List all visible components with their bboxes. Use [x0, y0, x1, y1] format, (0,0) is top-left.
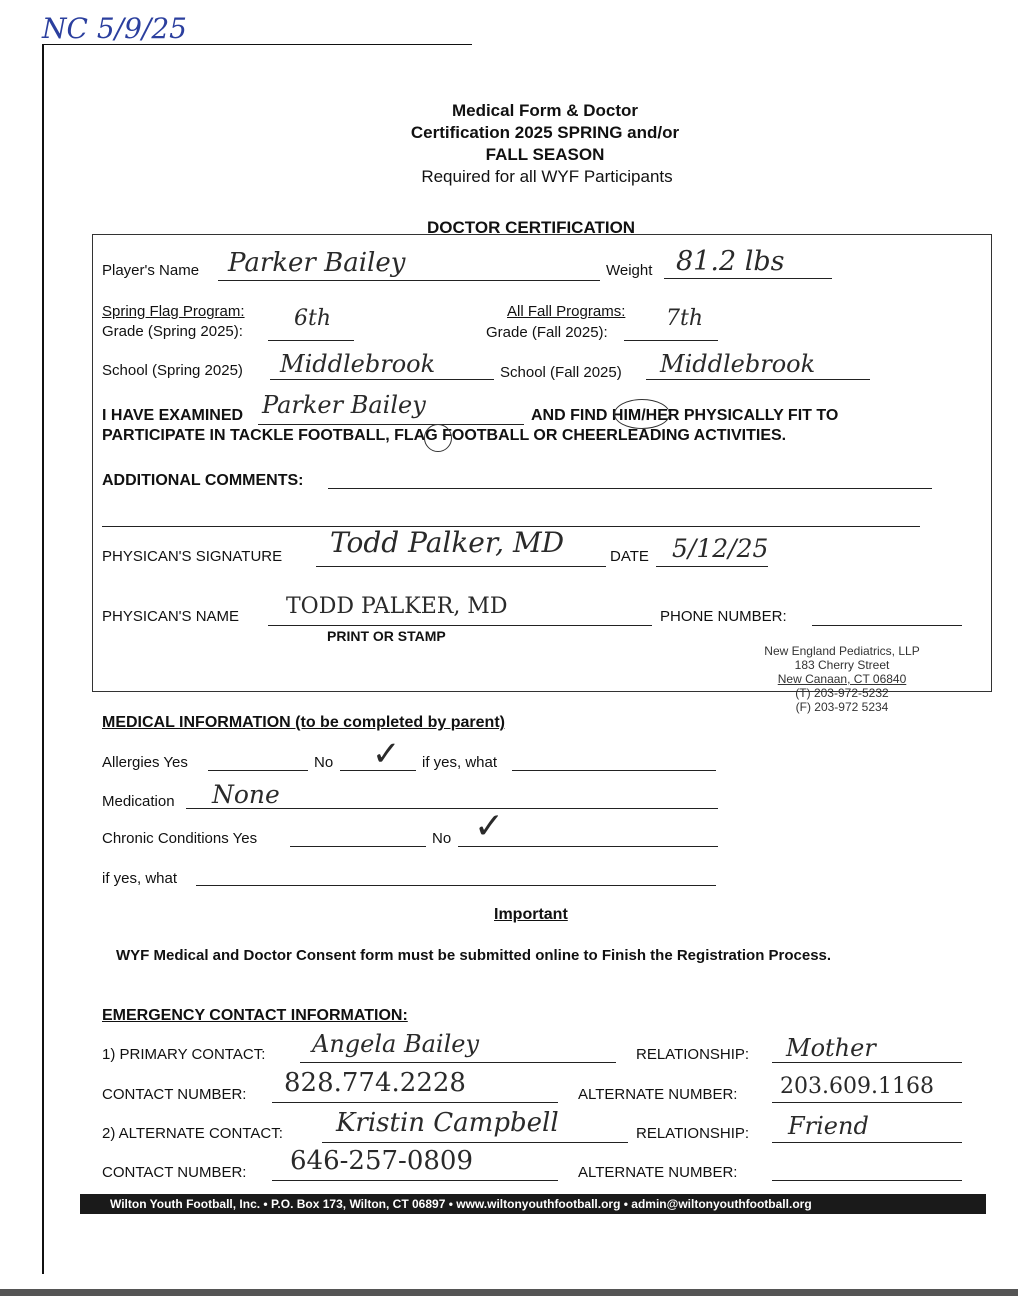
physician-name-value[interactable]: TODD PALKER, MD [286, 594, 508, 619]
footer-text: Wilton Youth Football, Inc. • P.O. Box 173, Wilton, CT 06897 • www.wiltonyouthfootball.org • admin@wiltonyouthfootball.org [110, 1197, 812, 1211]
important-heading: Important [494, 906, 568, 923]
spring-grade-label: Grade (Spring 2025): [102, 323, 243, 340]
spring-grade-line [268, 340, 354, 341]
school-spring-line [270, 379, 494, 380]
school-fall-line [646, 379, 870, 380]
weight-value[interactable]: 81.2 lbs [676, 246, 785, 277]
school-spring-value[interactable]: Middlebrook [280, 350, 436, 378]
examined-label: I HAVE EXAMINED [102, 407, 244, 424]
chronic-no-label: No [432, 830, 452, 847]
date-line [656, 566, 768, 567]
contact-number-label-2: CONTACT NUMBER: [102, 1164, 247, 1181]
ifyes-label: if yes, what [102, 870, 178, 887]
primary-contact-line [300, 1062, 616, 1063]
form-subtitle: Required for all WYF Participants [421, 167, 673, 186]
weight-label: Weight [606, 262, 653, 279]
stamp-line-4: (T) 203-972-5232 [795, 686, 889, 700]
stamp-line-2: 183 Cherry Street [794, 658, 890, 672]
relationship-line-1 [772, 1062, 962, 1063]
school-fall-value[interactable]: Middlebrook [660, 350, 816, 378]
primary-contact-value[interactable]: Angela Bailey [312, 1030, 480, 1058]
alternate-contact-value[interactable]: Kristin Campbell [336, 1108, 559, 1138]
signature-line [316, 566, 606, 567]
emergency-heading: EMERGENCY CONTACT INFORMATION: [102, 1007, 408, 1024]
form-title-line3: FALL SEASON [485, 145, 605, 164]
doctor-certification-heading: DOCTOR CERTIFICATION [427, 218, 636, 237]
weight-line [664, 278, 832, 279]
comments-label: ADDITIONAL COMMENTS: [102, 472, 304, 489]
him-circle-mark [614, 399, 670, 429]
form-title-line2: Certification 2025 SPRING and/or [410, 123, 680, 142]
allergies-yes-line[interactable] [208, 770, 308, 771]
school-spring-label: School (Spring 2025) [102, 362, 243, 379]
scan-left-border [42, 44, 44, 1274]
fall-grade-value[interactable]: 7th [666, 306, 704, 331]
handwritten-initials: NC 5/9/25 [42, 12, 187, 45]
alternate-number-line-1 [772, 1102, 962, 1103]
allergies-no-label: No [314, 754, 334, 771]
primary-contact-label: 1) PRIMARY CONTACT: [102, 1046, 266, 1063]
medication-label: Medication [102, 793, 175, 810]
physician-name-label: PHYSICAN'S NAME [102, 608, 240, 625]
date-value[interactable]: 5/12/25 [672, 534, 769, 563]
chronic-yes-line[interactable] [290, 846, 426, 847]
contact-number-line-1 [272, 1102, 558, 1103]
stamp-line-1: New England Pediatrics, LLP [764, 644, 920, 658]
spring-program-label: Spring Flag Program: [102, 303, 245, 320]
comments-line-1[interactable] [328, 488, 932, 489]
primary-alt-number-value[interactable]: 203.609.1168 [780, 1074, 934, 1099]
alternate-number-line-2[interactable] [772, 1180, 962, 1181]
signature-label: PHYSICAN'S SIGNATURE [102, 548, 283, 565]
primary-relationship-value[interactable]: Mother [786, 1034, 876, 1062]
fall-grade-line [624, 340, 718, 341]
print-stamp-label: PRINT OR STAMP [327, 628, 446, 644]
medical-info-heading: MEDICAL INFORMATION (to be completed by parent) [102, 714, 505, 731]
form-title-line1: Medical Form & Doctor [451, 101, 639, 120]
alternate-number-label-1: ALTERNATE NUMBER: [578, 1086, 738, 1103]
chronic-no-check[interactable]: ✓ [474, 806, 505, 847]
important-text: WYF Medical and Doctor Consent form must be submitted online to Finish the Registration Process. [116, 947, 832, 964]
relationship-line-2 [772, 1142, 962, 1143]
date-label: DATE [610, 548, 649, 565]
player-name-label: Player's Name [102, 262, 200, 279]
contact-number-line-2 [272, 1180, 558, 1181]
physician-signature: Todd Palker, MD [330, 526, 565, 559]
alternate-contact-label: 2) ALTERNATE CONTACT: [102, 1125, 283, 1142]
fall-program-label: All Fall Programs: [507, 303, 626, 320]
spring-grade-value[interactable]: 6th [294, 306, 332, 331]
player-name-line [218, 280, 600, 281]
physician-name-line [268, 625, 652, 626]
relationship-label-1: RELATIONSHIP: [636, 1046, 750, 1063]
phone-label: PHONE NUMBER: [660, 608, 787, 625]
flag-circle-mark [424, 424, 452, 452]
participate-text: PARTICIPATE IN TACKLE FOOTBALL, FLAG FOOTBALL OR CHEERLEADING ACTIVITIES. [102, 427, 787, 444]
school-fall-label: School (Fall 2025) [500, 364, 622, 381]
alternate-relationship-value[interactable]: Friend [788, 1112, 869, 1140]
player-name-value[interactable]: Parker Bailey [228, 248, 406, 278]
stamp-line-3: New Canaan, CT 06840 [777, 672, 907, 686]
scan-bottom-bar [0, 1289, 1018, 1296]
allergies-yes-label: Allergies Yes [102, 754, 188, 771]
relationship-label-2: RELATIONSHIP: [636, 1125, 750, 1142]
examined-rest-text: AND FIND HIM/HER PHYSICALLY FIT TO [531, 407, 839, 424]
phone-line[interactable] [812, 625, 962, 626]
physician-stamp [742, 644, 942, 714]
allergies-no-check[interactable]: ✓ [372, 734, 401, 774]
ifyes-line[interactable] [196, 885, 716, 886]
stamp-line-5: (F) 203-972 5234 [795, 700, 889, 714]
chronic-yes-label: Chronic Conditions Yes [102, 830, 258, 847]
alternate-number-value[interactable]: 646-257-0809 [290, 1146, 473, 1176]
primary-number-value[interactable]: 828.774.2228 [284, 1068, 466, 1098]
alternate-number-label-2: ALTERNATE NUMBER: [578, 1164, 738, 1181]
examined-value[interactable]: Parker Bailey [262, 391, 426, 419]
alternate-contact-line [322, 1142, 628, 1143]
allergies-what-label: if yes, what [422, 754, 498, 771]
fall-grade-label: Grade (Fall 2025): [486, 324, 608, 341]
allergies-what-line[interactable] [512, 770, 716, 771]
contact-number-label-1: CONTACT NUMBER: [102, 1086, 247, 1103]
medication-value[interactable]: None [212, 780, 280, 809]
examined-line [258, 424, 524, 425]
